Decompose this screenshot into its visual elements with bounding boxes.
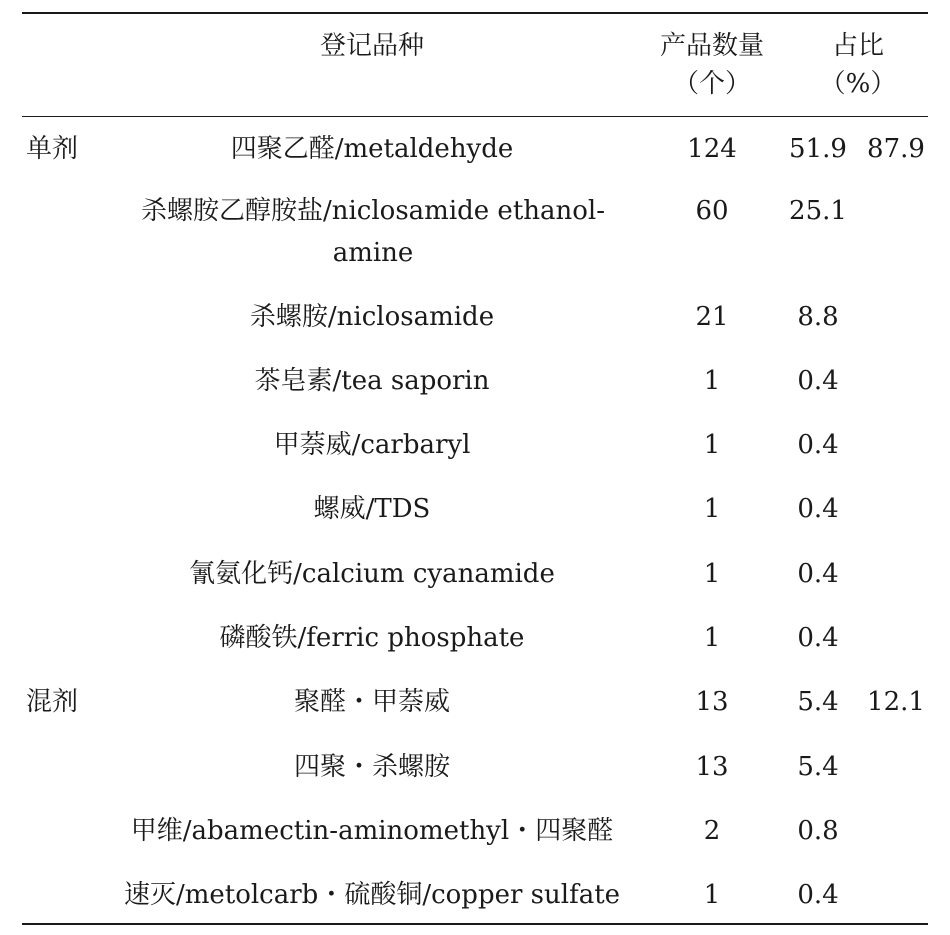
row-variety: 甲维/abamectin-aminomethyl・四聚醛: [130, 816, 614, 846]
row-percent: 0.8: [797, 816, 839, 846]
row-variety: 氰氨化钙/calcium cyanamide: [189, 559, 555, 589]
row-percent: 51.9: [789, 134, 847, 164]
row-group-total: 87.9: [867, 134, 925, 164]
row-count: 1: [703, 430, 721, 460]
row-percent: 8.8: [797, 302, 839, 332]
header-count-line1: 产品数量: [659, 31, 764, 61]
header-variety: 登记品种: [319, 31, 424, 61]
row-count: 1: [703, 366, 721, 396]
registration-table: [22, 12, 928, 926]
row-percent: 5.4: [797, 752, 839, 782]
row-count: 1: [703, 623, 721, 653]
table-bottom-rule: [22, 923, 928, 925]
row-percent: 25.1: [789, 196, 847, 226]
row-percent: 5.4: [797, 687, 839, 717]
row-percent: 0.4: [797, 430, 839, 460]
row-variety: 螺威/TDS: [313, 494, 431, 524]
row-group-total: 12.1: [867, 687, 925, 717]
row-percent: 0.4: [797, 623, 839, 653]
row-count: 2: [703, 816, 721, 846]
row-count: 13: [695, 687, 729, 717]
row-variety: 杀螺胺乙醇胺盐/niclosamide ethanol-amine: [140, 196, 606, 268]
row-variety: 聚醛・甲萘威: [293, 687, 450, 717]
row-variety: 磷酸铁/ferric phosphate: [219, 623, 525, 653]
row-count: 1: [703, 559, 721, 589]
row-variety: 茶皂素/tea saporin: [254, 366, 490, 396]
row-category: 单剂: [26, 134, 79, 164]
table-top-rule: [22, 12, 928, 14]
row-variety: 四聚乙醛/metaldehyde: [230, 134, 514, 164]
row-count: 21: [695, 302, 729, 332]
row-variety: 杀螺胺/niclosamide: [249, 302, 495, 332]
row-count: 1: [703, 880, 721, 910]
row-count: 1: [703, 494, 721, 524]
row-count: 13: [695, 752, 729, 782]
header-ratio-line2: （%）: [819, 69, 897, 99]
header-ratio-line1: 占比: [831, 31, 884, 61]
header-count-line2: （个）: [672, 69, 751, 99]
row-count: 124: [687, 134, 737, 164]
row-category: 混剂: [26, 687, 79, 717]
table-header-rule: [22, 116, 928, 117]
row-percent: 0.4: [797, 494, 839, 524]
row-percent: 0.4: [797, 366, 839, 396]
row-variety: 甲萘威/carbaryl: [273, 430, 471, 460]
row-percent: 0.4: [797, 880, 839, 910]
row-variety: 速灭/metolcarb・硫酸铜/copper sulfate: [123, 880, 621, 910]
row-percent: 0.4: [797, 559, 839, 589]
row-variety: 四聚・杀螺胺: [293, 752, 450, 782]
row-count: 60: [695, 196, 729, 226]
